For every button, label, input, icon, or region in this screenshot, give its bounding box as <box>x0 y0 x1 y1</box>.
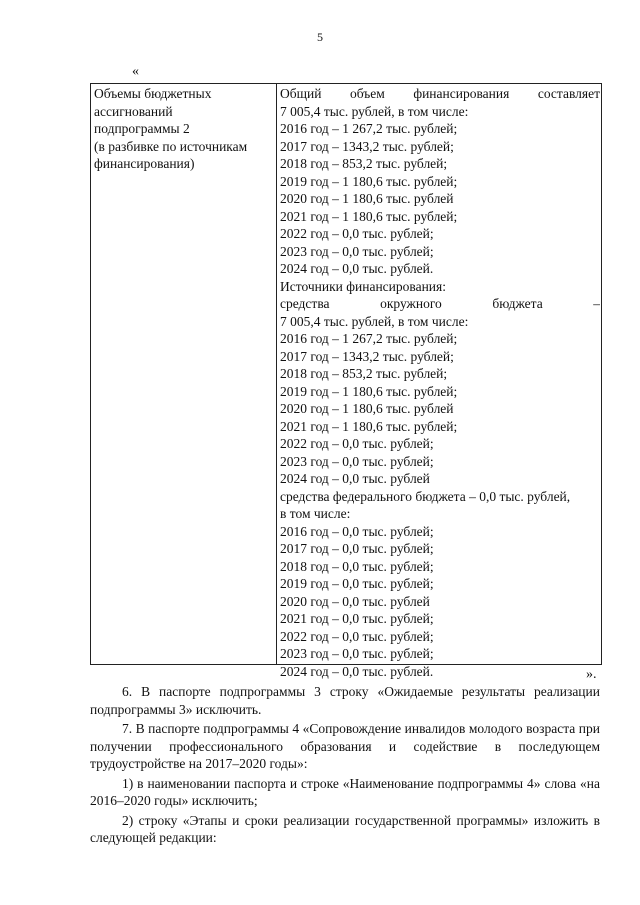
amendment-paragraph: 6. В паспорте подпрограммы 3 строку «Ожидаемые результаты реализации подпрограммы 3» исключить. <box>90 684 600 717</box>
funding-line: средства федерального бюджета – 0,0 тыс. рублей, <box>280 488 571 504</box>
closing-quote: ». <box>586 667 597 682</box>
funding-line: 2018 год – 0,0 тыс. рублей; <box>280 558 434 574</box>
funding-line: 2020 год – 1 180,6 тыс. рублей <box>280 401 454 416</box>
funding-line: 2022 год – 0,0 тыс. рублей; <box>280 226 434 241</box>
label-line: финансирования) <box>94 156 195 171</box>
label-line: ассигнований <box>94 103 173 119</box>
funding-line: 2024 год – 0,0 тыс. рублей <box>280 471 430 486</box>
amendment-paragraph: 1) в наименовании паспорта и строке «Наименование подпрограммы 4» слова «на 2016–2020 годы» исключить; <box>90 775 600 808</box>
funding-line: 7 005,4 тыс. рублей, в том числе: <box>280 313 469 329</box>
funding-line: 2016 год – 1 267,2 тыс. рублей; <box>280 121 458 136</box>
funding-line: 2022 год – 0,0 тыс. рублей; <box>280 628 434 644</box>
table-value-cell <box>280 85 600 680</box>
funding-line: 2019 год – 1 180,6 тыс. рублей; <box>280 383 458 399</box>
funding-line: 2023 год – 0,0 тыс. рублей; <box>280 453 434 469</box>
funding-line: 2021 год – 1 180,6 тыс. рублей; <box>280 208 458 224</box>
opening-quote: « <box>132 64 139 79</box>
funding-line: 2020 год – 0,0 тыс. рублей <box>280 593 430 609</box>
funding-line: 2017 год – 1343,2 тыс. рублей; <box>280 138 454 154</box>
funding-line: 2021 год – 1 180,6 тыс. рублей; <box>280 418 458 434</box>
funding-line: средства окружного бюджета – <box>280 296 600 311</box>
funding-line: 2022 год – 0,0 тыс. рублей; <box>280 436 434 451</box>
funding-line: Источники финансирования: <box>280 278 446 294</box>
funding-line: 2019 год – 1 180,6 тыс. рублей; <box>280 173 458 189</box>
funding-line: 2017 год – 1343,2 тыс. рублей; <box>280 348 454 364</box>
funding-line: 2023 год – 0,0 тыс. рублей; <box>280 646 434 661</box>
funding-line: 2016 год – 0,0 тыс. рублей; <box>280 523 434 539</box>
amendment-paragraph: 2) строку «Этапы и сроки реализации государственной программы» изложить в следующей редакции: <box>90 812 600 845</box>
funding-line: 2021 год – 0,0 тыс. рублей; <box>280 611 434 626</box>
body-paragraphs <box>90 683 600 847</box>
table-label-cell <box>94 85 274 173</box>
funding-line: 7 005,4 тыс. рублей, в том числе: <box>280 103 469 119</box>
funding-line: 2024 год – 0,0 тыс. рублей. <box>280 663 434 679</box>
label-line: Объемы бюджетных <box>94 86 212 101</box>
funding-line: 2020 год – 1 180,6 тыс. рублей <box>280 191 454 206</box>
label-line: подпрограммы 2 <box>94 121 190 136</box>
funding-line: 2018 год – 853,2 тыс. рублей; <box>280 156 448 171</box>
funding-line: Общий объем финансирования составляет <box>280 86 600 101</box>
budget-table <box>90 83 602 679</box>
funding-line: 2024 год – 0,0 тыс. рублей. <box>280 261 434 276</box>
funding-line: в том числе: <box>280 506 351 521</box>
funding-line: 2018 год – 853,2 тыс. рублей; <box>280 366 448 381</box>
funding-line: 2016 год – 1 267,2 тыс. рублей; <box>280 331 458 346</box>
label-line: (в разбивке по источникам <box>94 138 248 154</box>
funding-line: 2019 год – 0,0 тыс. рублей; <box>280 576 434 591</box>
column-divider <box>276 84 277 664</box>
funding-line: 2017 год – 0,0 тыс. рублей; <box>280 541 434 556</box>
funding-line: 2023 год – 0,0 тыс. рублей; <box>280 243 434 259</box>
page-number: 5 <box>317 30 323 44</box>
amendment-paragraph: 7. В паспорте подпрограммы 4 «Сопровождение инвалидов молодого возраста при получении профессионального образования и содействие в последующем трудоустройстве на 2017–2020 годы»: <box>90 721 600 771</box>
